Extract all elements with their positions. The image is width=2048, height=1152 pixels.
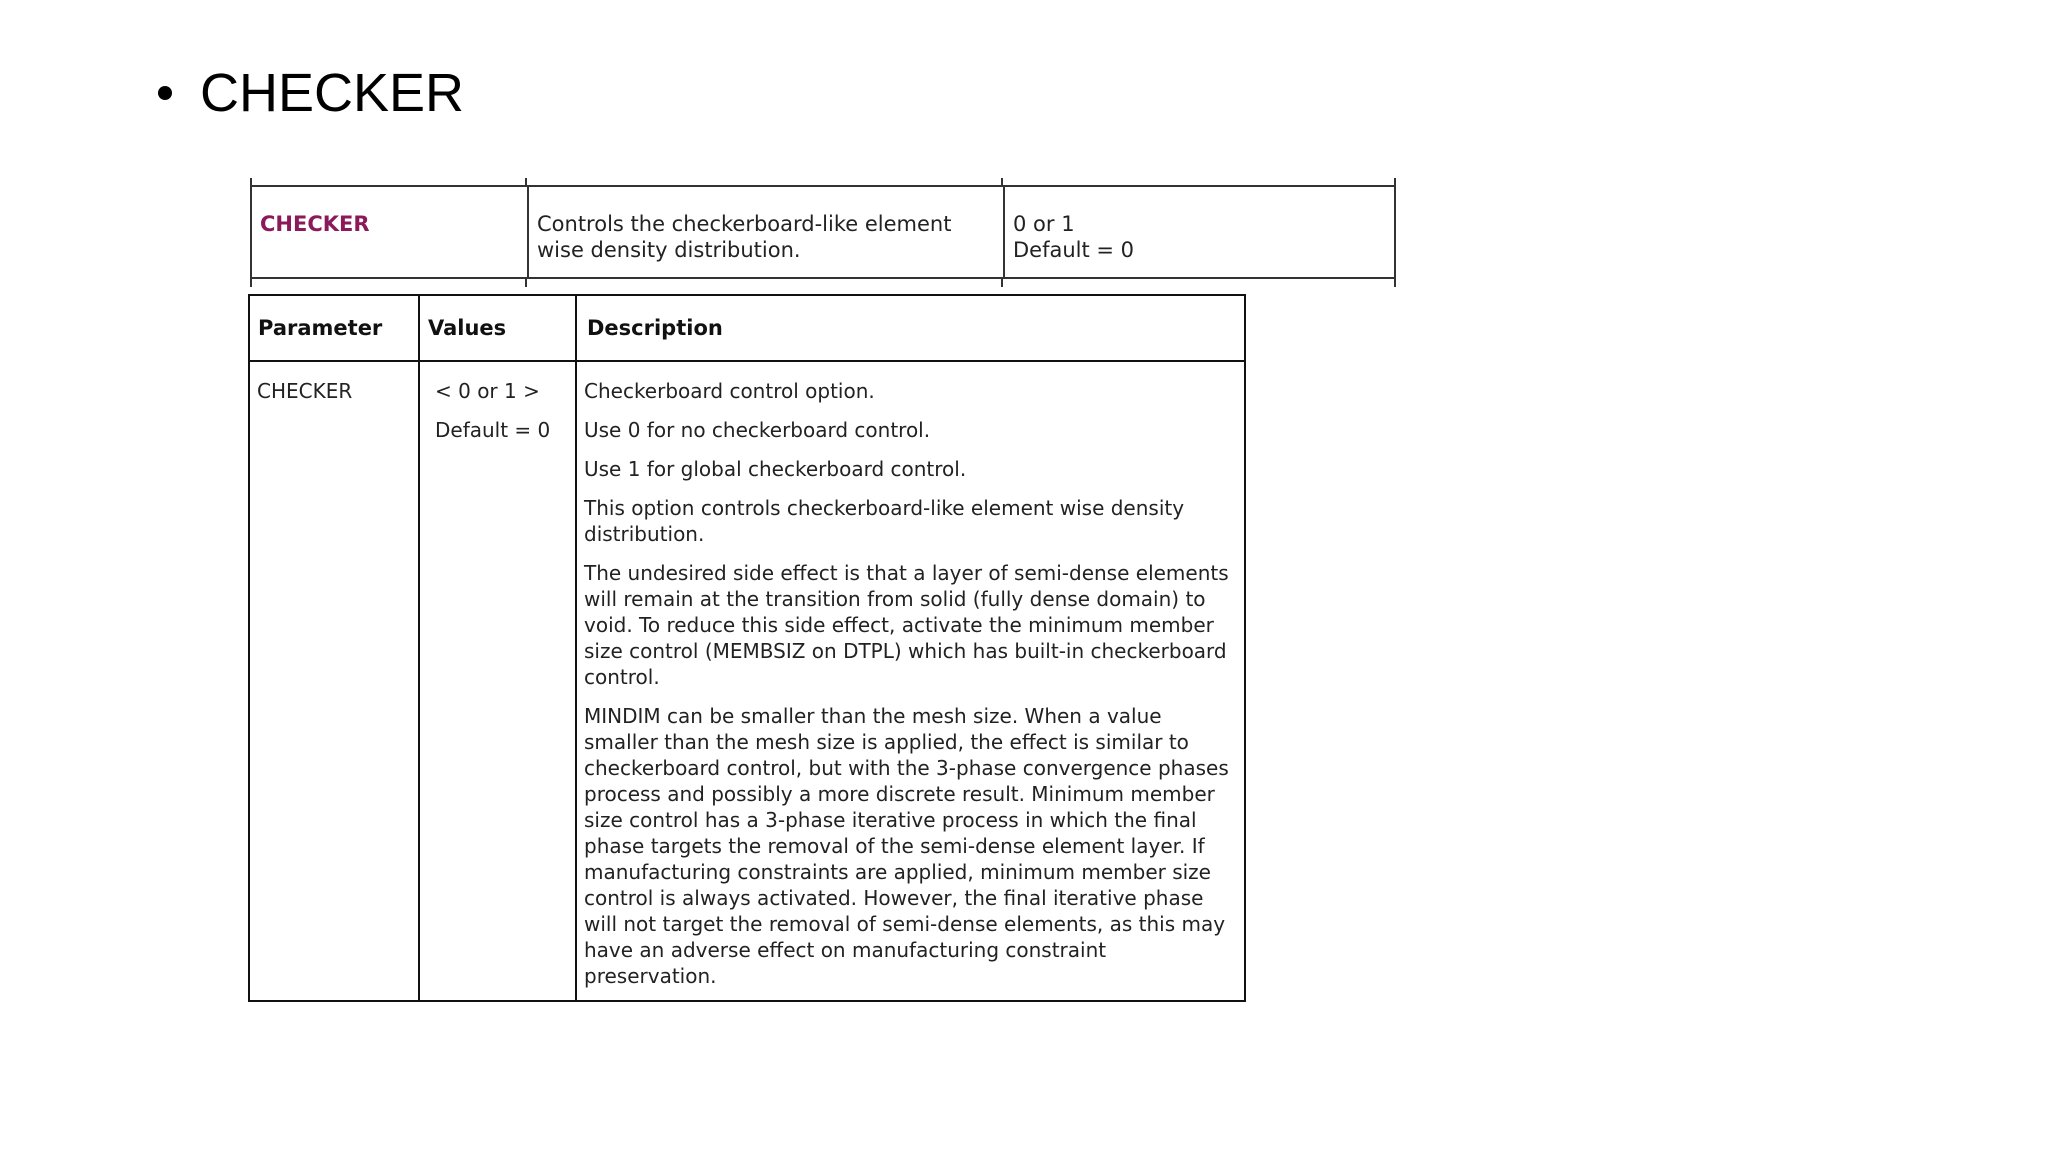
description-paragraph: The undesired side effect is that a layer of semi-dense elements will remain at the transition from solid (fully dense domain) to void. To reduce this side effect, activate the minimum member size control (MEMBSIZ on DTPL) which has built-in checkerboard control. xyxy=(584,561,1229,689)
description-paragraph: This option controls checkerboard-like element wise density distribution. xyxy=(584,496,1185,546)
table-tick xyxy=(250,279,252,287)
description-paragraph: Use 1 for global checkerboard control. xyxy=(584,457,967,481)
row-description xyxy=(575,362,1244,1000)
table-tick xyxy=(1001,178,1003,186)
table-tick xyxy=(1394,178,1396,186)
summary-table xyxy=(250,185,1396,279)
row-values xyxy=(418,362,575,1000)
table-row xyxy=(250,362,1244,1000)
summary-description-line: Controls the checkerboard-like element xyxy=(537,212,952,236)
row-value-line: < 0 or 1 > xyxy=(435,379,540,403)
summary-parameter-cell xyxy=(252,187,527,277)
row-parameter: CHECKER xyxy=(257,379,353,403)
description-paragraph: MINDIM can be smaller than the mesh size. When a value smaller than the mesh size is applied, the effect is similar to checkerboard control, but with the 3-phase convergence phases process and possibly a more discrete result. Minimum member size control has a 3-phase iterative process in which the final phase targets the removal of the semi-dense element layer. If manufacturing constraints are applied, minimum member size control is always activated. However, the final iterative phase will not target the removal of semi-dense elements, as this may have an adverse effect on manufacturing constraint preservation. xyxy=(584,704,1229,988)
summary-values-line: 0 or 1 xyxy=(1013,212,1075,236)
detail-table-header-row xyxy=(250,296,1244,362)
table-tick xyxy=(1394,279,1396,287)
bullet-dot-icon xyxy=(158,86,172,100)
summary-values-cell xyxy=(1003,187,1394,277)
summary-values-line: Default = 0 xyxy=(1013,238,1135,262)
header-values: Values xyxy=(418,296,575,360)
detail-table xyxy=(248,294,1246,1002)
description-paragraph: Checkerboard control option. xyxy=(584,379,875,403)
table-tick xyxy=(525,178,527,186)
slide-bullet-heading xyxy=(158,63,465,123)
summary-parameter-name: CHECKER xyxy=(260,212,370,236)
slide-title: CHECKER xyxy=(200,63,465,123)
table-tick xyxy=(525,279,527,287)
table-tick xyxy=(1001,279,1003,287)
table-tick xyxy=(250,178,252,186)
summary-description-line: wise density distribution. xyxy=(537,238,801,262)
description-paragraph: Use 0 for no checkerboard control. xyxy=(584,418,931,442)
row-value-line: Default = 0 xyxy=(435,418,551,442)
header-parameter: Parameter xyxy=(258,316,383,340)
header-description: Description xyxy=(575,296,1244,360)
summary-description-cell xyxy=(527,187,1003,277)
